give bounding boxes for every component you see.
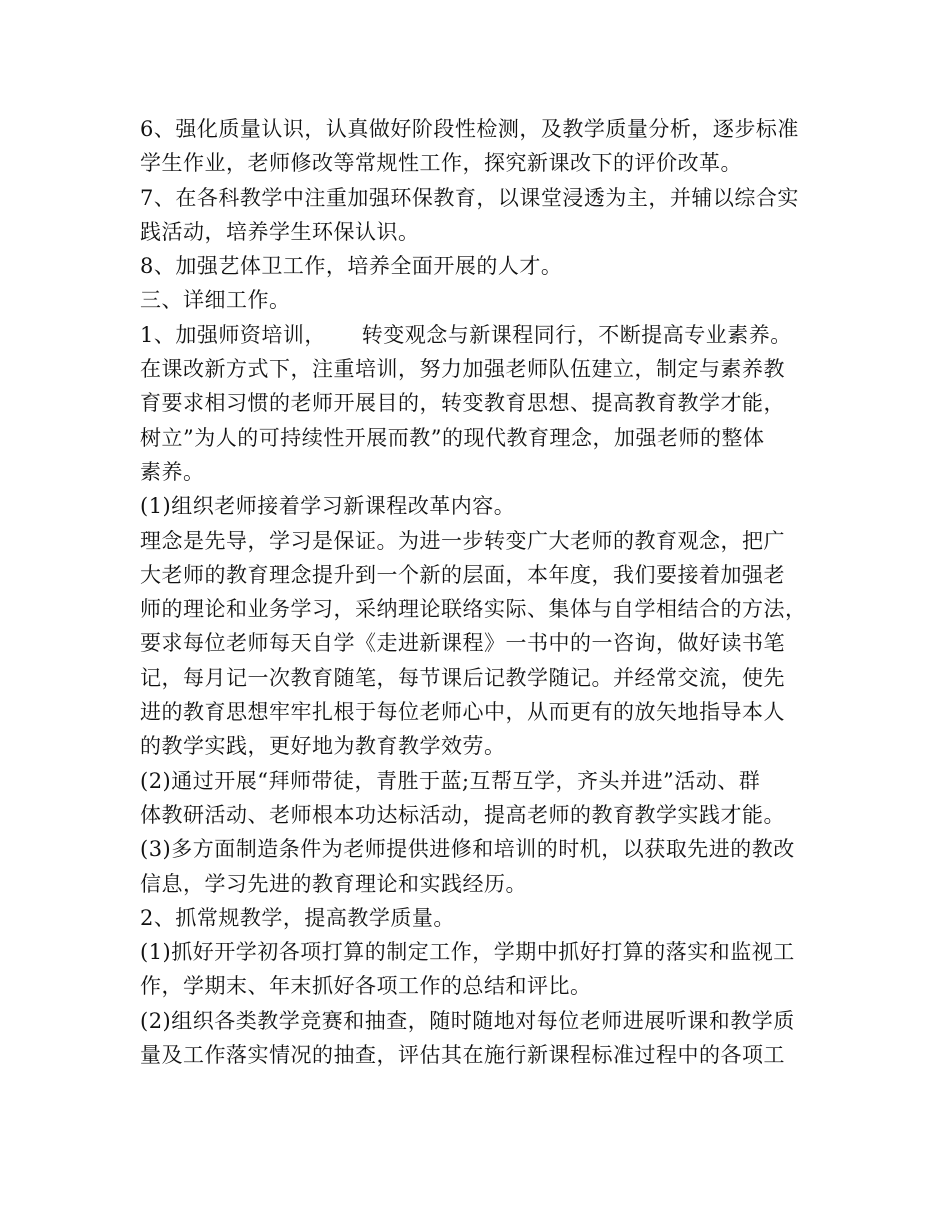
text-line: 的教学实践，更好地为教育教学效劳。 [140,734,506,759]
text-line: (1)组织老师接着学习新课程改革内容。 [140,494,516,519]
text-line: 2、抓常规教学，提高教学质量。 [140,905,455,930]
text-line: 树立”为人的可持续性开展而教”的现代教育理念，加强老师的整体 [140,425,765,450]
text-line: 在课改新方式下，注重培训，努力加强老师队伍建立，制定与素养教 [140,357,785,382]
text-line: 育要求相习惯的老师开展目的，转变教育思想、提高教育教学才能， [140,391,785,416]
text-line: (2)组织各类教学竞赛和抽查，随时随地对每位老师进展听课和教学质 [140,1008,795,1033]
text-line: 师的理论和业务学习，采纳理论联络实际、集体与自学相结合的方法， [140,597,807,622]
text-line: (3)多方面制造条件为老师提供进修和培训的时机，以获取先进的教改 [140,837,795,862]
section-heading: 三、详细工作。 [140,288,291,313]
text-line: 体教研活动、老师根本功达标活动，提高老师的教育教学实践才能。 [140,802,785,827]
text-line: 7、在各科教学中注重加强环保教育，以课堂浸透为主，并辅以综合实 [140,185,799,210]
text-line: 学生作业，老师修改等常规性工作，探究新课改下的评价改革。 [140,151,742,176]
text-line: 8、加强艺体卫工作，培养全面开展的人才。 [140,254,563,279]
text-line: 1、加强师资培训， 转变观念与新课程同行，不断提高专业素养。 [140,322,792,347]
text-line: 素养。 [140,459,205,484]
text-line: 信息，学习先进的教育理论和实践经历。 [140,871,527,896]
text-line: 6、强化质量认识，认真做好阶段性检测，及教学质量分析，逐步标准 [140,117,799,141]
text-line: 大老师的教育理念提升到一个新的层面，本年度，我们要接着加强老 [140,562,785,587]
text-line: 量及工作落实情况的抽查，评估其在施行新课程标准过程中的各项工 [140,1043,785,1068]
text-line: 进的教育思想牢牢扎根于每位老师心中，从而更有的放矢地指导本人 [140,700,785,725]
text-line: 践活动，培养学生环保认识。 [140,219,420,244]
text-line: 作，学期末、年末抓好各项工作的总结和评比。 [140,974,592,999]
text-line: (2)通过开展“拜师带徒，青胜于蓝;互帮互学，齐头并进”活动、群 [140,768,761,793]
text-line: (1)抓好开学初各项打算的制定工作，学期中抓好打算的落实和监视工 [140,940,795,965]
text-line: 记，每月记一次教育随笔，每节课后记教学随记。并经常交流，使先 [140,665,785,690]
document-body [140,112,830,1072]
text-line: 要求每位老师每天自学《走进新课程》一书中的一咨询，做好读书笔 [140,631,785,656]
text-line: 理念是先导，学习是保证。为进一步转变广大老师的教育观念，把广 [140,528,785,553]
